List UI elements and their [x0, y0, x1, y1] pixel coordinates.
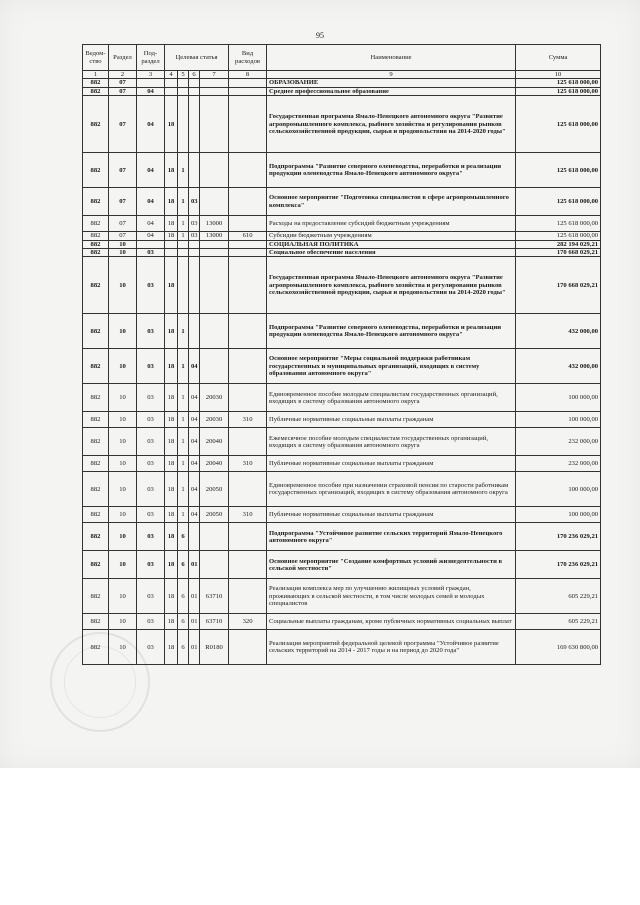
cell-celevaya-subprogram: 1	[178, 153, 189, 188]
cell-vid-rashodov	[229, 551, 267, 579]
cell-celevaya-measure: 03	[189, 188, 200, 216]
cell-celevaya-subprogram: 1	[178, 314, 189, 349]
page-number: 95	[316, 31, 324, 40]
cell-summa: 125 618 000,00	[516, 79, 601, 87]
cell-celevaya-subprogram: 1	[178, 188, 189, 216]
cell-razdel: 07	[109, 153, 137, 188]
cell-naimenovanie: Социальное обеспечение населения	[267, 249, 516, 257]
table-row	[83, 240, 601, 248]
table-row	[83, 456, 601, 472]
cell-razdel: 10	[109, 472, 137, 507]
header-vedomstvo: Ведом-ство	[83, 45, 109, 71]
cell-vid-rashodov	[229, 349, 267, 384]
cell-celevaya-subprogram	[178, 249, 189, 257]
table-row	[83, 551, 601, 579]
cell-celevaya-subprogram	[178, 87, 189, 95]
cell-naimenovanie: Основное мероприятие "Меры социальной поддержки работникам государственных и муниципальных организаций, входящих в систему образования автономного округа"	[267, 349, 516, 384]
table-header	[83, 45, 601, 79]
cell-summa: 232 000,00	[516, 428, 601, 456]
cell-celevaya-code: 63710	[200, 579, 229, 614]
cell-naimenovanie: Среднее профессиональное образование	[267, 87, 516, 95]
cell-vedomstvo: 882	[83, 384, 109, 412]
cell-celevaya-code	[200, 79, 229, 87]
table-row	[83, 428, 601, 456]
cell-celevaya-measure	[189, 249, 200, 257]
cell-celevaya-measure: 04	[189, 456, 200, 472]
cell-celevaya-code	[200, 314, 229, 349]
cell-naimenovanie: Основное мероприятие "Создание комфортных условий жизнедеятельности в сельской местности"	[267, 551, 516, 579]
cell-vid-rashodov	[229, 249, 267, 257]
header-summa: Сумма	[516, 45, 601, 71]
cell-naimenovanie: Расходы на предоставление субсидий бюджетным учреждениям	[267, 216, 516, 232]
col-number: 1	[83, 71, 109, 79]
cell-celevaya-measure	[189, 79, 200, 87]
cell-podrazdel: 04	[137, 96, 165, 153]
cell-vid-rashodov: 310	[229, 507, 267, 523]
cell-vid-rashodov: 610	[229, 232, 267, 240]
cell-celevaya-code: 20030	[200, 412, 229, 428]
cell-celevaya-program	[165, 87, 178, 95]
cell-celevaya-program: 18	[165, 614, 178, 630]
cell-celevaya-code: 63710	[200, 614, 229, 630]
cell-celevaya-measure	[189, 96, 200, 153]
cell-celevaya-program: 18	[165, 507, 178, 523]
cell-celevaya-program: 18	[165, 188, 178, 216]
cell-vedomstvo: 882	[83, 314, 109, 349]
cell-vid-rashodov	[229, 472, 267, 507]
table-row	[83, 257, 601, 314]
cell-podrazdel	[137, 240, 165, 248]
table-row	[83, 472, 601, 507]
cell-summa: 125 618 000,00	[516, 232, 601, 240]
cell-celevaya-program: 18	[165, 579, 178, 614]
cell-naimenovanie: Подпрограмма "Развитие северного оленеводства, переработки и реализации продукции оленеводства Ямало-Ненецкого автономного округа"	[267, 153, 516, 188]
cell-naimenovanie: Единовременное пособие при назначении страховой пенсии по старости работникам государственных организаций, входящих в систему образования автономного округа	[267, 472, 516, 507]
table-row	[83, 523, 601, 551]
cell-podrazdel: 03	[137, 551, 165, 579]
cell-naimenovanie: Единовременное пособие молодым специалистам государственных организаций, входящих в систему образования автономного округа	[267, 384, 516, 412]
cell-razdel: 10	[109, 507, 137, 523]
cell-vedomstvo: 882	[83, 456, 109, 472]
cell-razdel: 10	[109, 249, 137, 257]
cell-naimenovanie: Социальные выплаты гражданам, кроме публичных нормативных социальных выплат	[267, 614, 516, 630]
cell-summa: 125 618 000,00	[516, 153, 601, 188]
cell-summa: 125 618 000,00	[516, 87, 601, 95]
cell-celevaya-program: 18	[165, 472, 178, 507]
cell-summa: 125 618 000,00	[516, 216, 601, 232]
cell-podrazdel: 03	[137, 314, 165, 349]
table-row	[83, 579, 601, 614]
cell-razdel: 10	[109, 240, 137, 248]
cell-celevaya-program	[165, 79, 178, 87]
cell-naimenovanie: Основное мероприятие "Подготовка специалистов в сфере агропромышленного комплекса"	[267, 188, 516, 216]
cell-podrazdel: 03	[137, 507, 165, 523]
col-number: 2	[109, 71, 137, 79]
cell-celevaya-subprogram: 6	[178, 614, 189, 630]
column-number-row	[83, 71, 601, 79]
cell-razdel: 10	[109, 551, 137, 579]
cell-vedomstvo: 882	[83, 79, 109, 87]
cell-celevaya-measure	[189, 240, 200, 248]
cell-vid-rashodov	[229, 579, 267, 614]
cell-celevaya-program: 18	[165, 257, 178, 314]
cell-celevaya-code: R0180	[200, 630, 229, 665]
cell-vid-rashodov	[229, 96, 267, 153]
cell-podrazdel: 04	[137, 188, 165, 216]
cell-vid-rashodov	[229, 630, 267, 665]
cell-summa: 170 668 029,21	[516, 249, 601, 257]
cell-vid-rashodov: 320	[229, 614, 267, 630]
col-number: 8	[229, 71, 267, 79]
cell-summa: 100 000,00	[516, 384, 601, 412]
cell-podrazdel: 04	[137, 232, 165, 240]
cell-celevaya-subprogram: 6	[178, 523, 189, 551]
cell-vid-rashodov: 310	[229, 412, 267, 428]
cell-naimenovanie: ОБРАЗОВАНИЕ	[267, 79, 516, 87]
cell-celevaya-subprogram	[178, 257, 189, 314]
cell-vedomstvo: 882	[83, 232, 109, 240]
cell-celevaya-code: 20040	[200, 456, 229, 472]
cell-vid-rashodov	[229, 523, 267, 551]
cell-vedomstvo: 882	[83, 523, 109, 551]
cell-vid-rashodov	[229, 188, 267, 216]
cell-celevaya-subprogram: 1	[178, 412, 189, 428]
header-celevaya-statya: Целевая статья	[165, 45, 229, 71]
cell-razdel: 07	[109, 188, 137, 216]
col-number: 7	[200, 71, 229, 79]
cell-celevaya-program: 18	[165, 456, 178, 472]
cell-celevaya-measure: 01	[189, 551, 200, 579]
cell-celevaya-code	[200, 249, 229, 257]
cell-celevaya-measure	[189, 257, 200, 314]
cell-celevaya-subprogram: 1	[178, 507, 189, 523]
cell-celevaya-program: 18	[165, 314, 178, 349]
cell-naimenovanie: Государственная программа Ямало-Ненецкого автономного округа "Развитие агропромышленного комплекса, рыбного хозяйства и регулирования рынков сельскохозяйственной продукции, сырья и продовольствия на 2014-2020 годы"	[267, 257, 516, 314]
cell-vedomstvo: 882	[83, 472, 109, 507]
cell-vid-rashodov	[229, 428, 267, 456]
cell-razdel: 07	[109, 232, 137, 240]
cell-celevaya-subprogram	[178, 79, 189, 87]
cell-podrazdel: 04	[137, 216, 165, 232]
cell-podrazdel: 03	[137, 349, 165, 384]
cell-razdel: 10	[109, 579, 137, 614]
cell-vid-rashodov	[229, 216, 267, 232]
cell-podrazdel: 03	[137, 472, 165, 507]
cell-podrazdel: 03	[137, 384, 165, 412]
cell-celevaya-program: 18	[165, 523, 178, 551]
cell-celevaya-subprogram	[178, 240, 189, 248]
cell-celevaya-code: 20040	[200, 428, 229, 456]
cell-razdel: 10	[109, 428, 137, 456]
col-number: 6	[189, 71, 200, 79]
cell-celevaya-code	[200, 551, 229, 579]
cell-celevaya-code	[200, 96, 229, 153]
cell-vedomstvo: 882	[83, 257, 109, 314]
cell-celevaya-measure	[189, 523, 200, 551]
cell-vid-rashodov	[229, 257, 267, 314]
cell-celevaya-code: 13000	[200, 232, 229, 240]
cell-celevaya-code: 20030	[200, 384, 229, 412]
cell-vid-rashodov	[229, 79, 267, 87]
cell-naimenovanie: Подпрограмма "Развитие северного оленеводства, переработки и реализации продукции оленеводства Ямало-Ненецкого автономного округа"	[267, 314, 516, 349]
cell-vedomstvo: 882	[83, 614, 109, 630]
table-row	[83, 188, 601, 216]
table-row	[83, 412, 601, 428]
cell-celevaya-code: 20050	[200, 472, 229, 507]
cell-razdel: 10	[109, 523, 137, 551]
cell-naimenovanie: Реализация комплекса мер по улучшению жилищных условий граждан, проживающих в сельской местности, в том числе молодых семей и молодых специалистов	[267, 579, 516, 614]
cell-podrazdel: 03	[137, 249, 165, 257]
cell-celevaya-subprogram: 1	[178, 216, 189, 232]
cell-naimenovanie: Публичные нормативные социальные выплаты гражданам	[267, 507, 516, 523]
cell-celevaya-measure: 03	[189, 216, 200, 232]
cell-razdel: 10	[109, 257, 137, 314]
cell-celevaya-code	[200, 153, 229, 188]
cell-celevaya-program: 18	[165, 232, 178, 240]
cell-naimenovanie: Публичные нормативные социальные выплаты гражданам	[267, 456, 516, 472]
cell-celevaya-program: 18	[165, 349, 178, 384]
cell-celevaya-program: 18	[165, 630, 178, 665]
cell-razdel: 10	[109, 630, 137, 665]
cell-naimenovanie: Государственная программа Ямало-Ненецкого автономного округа "Развитие агропромышленного комплекса, рыбного хозяйства и регулирования рынков сельскохозяйственной продукции, сырья и продовольствия на 2014-2020 годы"	[267, 96, 516, 153]
cell-celevaya-measure: 01	[189, 614, 200, 630]
cell-celevaya-measure	[189, 153, 200, 188]
cell-celevaya-program: 18	[165, 384, 178, 412]
col-number: 4	[165, 71, 178, 79]
cell-summa: 170 668 029,21	[516, 257, 601, 314]
cell-vedomstvo: 882	[83, 216, 109, 232]
cell-celevaya-measure: 04	[189, 412, 200, 428]
cell-summa: 432 000,00	[516, 349, 601, 384]
cell-vedomstvo: 882	[83, 349, 109, 384]
header-vid-rashodov: Вид расходов	[229, 45, 267, 71]
cell-razdel: 10	[109, 384, 137, 412]
cell-vedomstvo: 882	[83, 579, 109, 614]
table-row	[83, 232, 601, 240]
cell-naimenovanie: Субсидии бюджетным учреждениям	[267, 232, 516, 240]
table-row	[83, 314, 601, 349]
cell-naimenovanie: СОЦИАЛЬНАЯ ПОЛИТИКА	[267, 240, 516, 248]
cell-summa: 282 194 029,21	[516, 240, 601, 248]
cell-podrazdel: 03	[137, 523, 165, 551]
cell-vedomstvo: 882	[83, 630, 109, 665]
cell-vedomstvo: 882	[83, 188, 109, 216]
cell-razdel: 07	[109, 216, 137, 232]
table-body	[83, 79, 601, 665]
cell-celevaya-subprogram: 1	[178, 349, 189, 384]
cell-celevaya-subprogram	[178, 96, 189, 153]
cell-celevaya-measure	[189, 314, 200, 349]
cell-celevaya-subprogram: 1	[178, 384, 189, 412]
cell-celevaya-measure: 04	[189, 472, 200, 507]
table-row	[83, 384, 601, 412]
cell-podrazdel	[137, 79, 165, 87]
cell-podrazdel: 04	[137, 87, 165, 95]
cell-summa: 432 000,00	[516, 314, 601, 349]
cell-vid-rashodov	[229, 87, 267, 95]
cell-celevaya-program: 18	[165, 96, 178, 153]
cell-celevaya-measure: 01	[189, 630, 200, 665]
cell-celevaya-program: 18	[165, 428, 178, 456]
cell-vid-rashodov	[229, 314, 267, 349]
cell-podrazdel: 03	[137, 257, 165, 314]
cell-podrazdel: 03	[137, 428, 165, 456]
table-row	[83, 630, 601, 665]
cell-vedomstvo: 882	[83, 153, 109, 188]
cell-summa: 100 000,00	[516, 412, 601, 428]
cell-razdel: 10	[109, 614, 137, 630]
cell-celevaya-subprogram: 6	[178, 579, 189, 614]
cell-vedomstvo: 882	[83, 96, 109, 153]
cell-celevaya-program	[165, 249, 178, 257]
cell-razdel: 07	[109, 87, 137, 95]
cell-celevaya-code: 20050	[200, 507, 229, 523]
cell-razdel: 10	[109, 349, 137, 384]
header-naimenovanie: Наименование	[267, 45, 516, 71]
cell-summa: 169 630 800,00	[516, 630, 601, 665]
cell-celevaya-subprogram: 1	[178, 232, 189, 240]
table-row	[83, 614, 601, 630]
cell-celevaya-measure: 01	[189, 579, 200, 614]
cell-celevaya-program: 18	[165, 216, 178, 232]
cell-celevaya-code	[200, 240, 229, 248]
cell-podrazdel: 04	[137, 153, 165, 188]
cell-summa: 100 000,00	[516, 507, 601, 523]
cell-razdel: 10	[109, 412, 137, 428]
cell-vid-rashodov	[229, 384, 267, 412]
cell-celevaya-code	[200, 188, 229, 216]
cell-celevaya-measure: 03	[189, 232, 200, 240]
cell-celevaya-subprogram: 1	[178, 456, 189, 472]
cell-celevaya-code	[200, 257, 229, 314]
budget-table	[82, 44, 601, 665]
cell-celevaya-subprogram: 6	[178, 551, 189, 579]
cell-vedomstvo: 882	[83, 249, 109, 257]
table-row	[83, 87, 601, 95]
cell-naimenovanie: Реализация мероприятий федеральной целевой программы "Устойчивое развитие сельских территорий на 2014 - 2017 годы и на период до 2020 года"	[267, 630, 516, 665]
cell-celevaya-measure: 04	[189, 349, 200, 384]
table-row	[83, 79, 601, 87]
cell-podrazdel: 03	[137, 614, 165, 630]
cell-vid-rashodov: 310	[229, 456, 267, 472]
cell-celevaya-code	[200, 349, 229, 384]
cell-summa: 605 229,21	[516, 614, 601, 630]
cell-vedomstvo: 882	[83, 507, 109, 523]
table-row	[83, 249, 601, 257]
cell-vid-rashodov	[229, 153, 267, 188]
col-number: 5	[178, 71, 189, 79]
cell-celevaya-program: 18	[165, 551, 178, 579]
table-row	[83, 349, 601, 384]
cell-naimenovanie: Ежемесячное пособие молодым специалистам государственных организаций, входящих в систему образования автономного округа	[267, 428, 516, 456]
cell-summa: 170 236 029,21	[516, 523, 601, 551]
cell-razdel: 07	[109, 79, 137, 87]
table-row	[83, 96, 601, 153]
cell-vedomstvo: 882	[83, 428, 109, 456]
cell-vedomstvo: 882	[83, 551, 109, 579]
cell-celevaya-subprogram: 1	[178, 428, 189, 456]
cell-celevaya-program	[165, 240, 178, 248]
cell-celevaya-measure: 04	[189, 507, 200, 523]
cell-summa: 605 229,21	[516, 579, 601, 614]
cell-vedomstvo: 882	[83, 240, 109, 248]
cell-celevaya-subprogram: 6	[178, 630, 189, 665]
cell-razdel: 10	[109, 314, 137, 349]
cell-podrazdel: 03	[137, 630, 165, 665]
cell-summa: 125 618 000,00	[516, 96, 601, 153]
cell-celevaya-measure: 04	[189, 428, 200, 456]
table-row	[83, 153, 601, 188]
cell-celevaya-program: 18	[165, 412, 178, 428]
cell-vid-rashodov	[229, 240, 267, 248]
cell-podrazdel: 03	[137, 412, 165, 428]
cell-celevaya-subprogram: 1	[178, 472, 189, 507]
col-number: 10	[516, 71, 601, 79]
cell-summa: 232 000,00	[516, 456, 601, 472]
header-razdel: Раздел	[109, 45, 137, 71]
cell-razdel: 10	[109, 456, 137, 472]
cell-naimenovanie: Публичные нормативные социальные выплаты гражданам	[267, 412, 516, 428]
cell-celevaya-measure	[189, 87, 200, 95]
cell-vedomstvo: 882	[83, 412, 109, 428]
table-row	[83, 507, 601, 523]
cell-summa: 100 000,00	[516, 472, 601, 507]
cell-podrazdel: 03	[137, 456, 165, 472]
cell-celevaya-code: 13000	[200, 216, 229, 232]
cell-celevaya-program: 18	[165, 153, 178, 188]
cell-celevaya-code	[200, 87, 229, 95]
cell-razdel: 07	[109, 96, 137, 153]
cell-naimenovanie: Подпрограмма "Устойчивое развитие сельских территорий Ямало-Ненецкого автономного округа"	[267, 523, 516, 551]
header-podrazdel: Под-раздел	[137, 45, 165, 71]
cell-celevaya-code	[200, 523, 229, 551]
col-number: 3	[137, 71, 165, 79]
cell-summa: 170 236 029,21	[516, 551, 601, 579]
col-number: 9	[267, 71, 516, 79]
cell-summa: 125 618 000,00	[516, 188, 601, 216]
cell-vedomstvo: 882	[83, 87, 109, 95]
cell-celevaya-measure: 04	[189, 384, 200, 412]
cell-podrazdel: 03	[137, 579, 165, 614]
table-row	[83, 216, 601, 232]
